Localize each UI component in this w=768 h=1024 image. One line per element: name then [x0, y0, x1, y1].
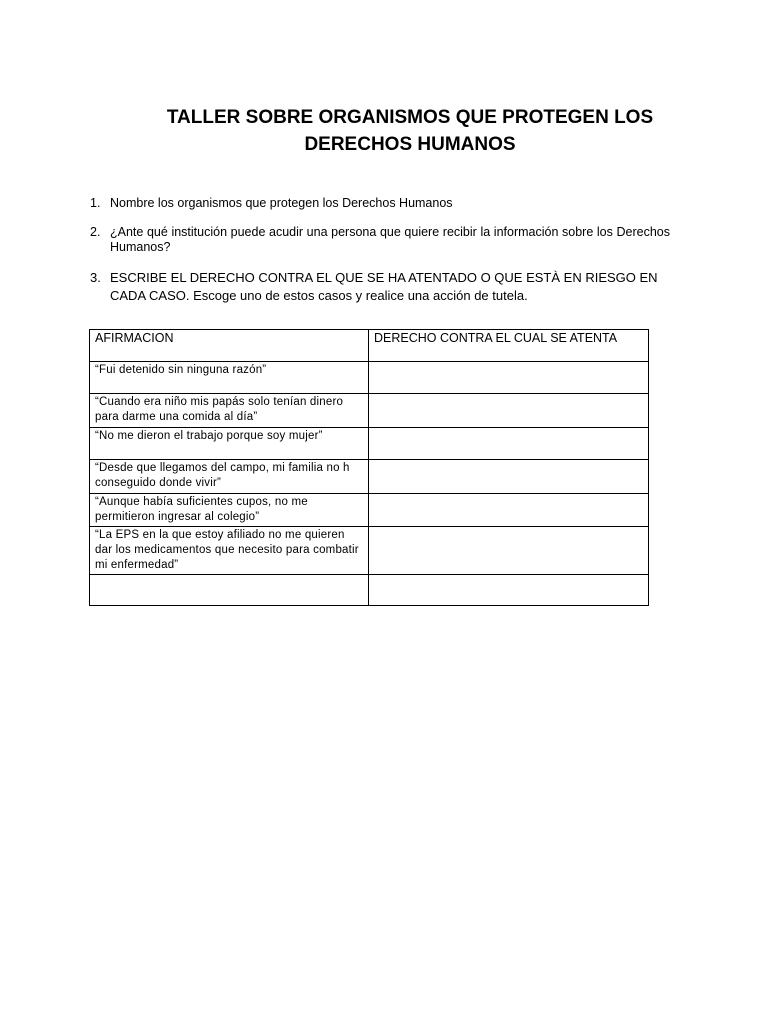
table-row [90, 494, 649, 527]
question-number: 2. [90, 225, 101, 239]
statement-cell: “No me dieron el trabajo porque soy mujer” [90, 428, 369, 460]
table-row [90, 394, 649, 428]
statement-cell: “La EPS en la que estoy afiliado no me quieren dar los medicamentos que necesito para combatir mi enfermedad” [90, 527, 369, 575]
statement-cell[interactable] [90, 575, 369, 606]
question-text: Nombre los organismos que protegen los Derechos Humanos [110, 196, 453, 210]
question-item [90, 269, 670, 305]
question-text: ESCRIBE EL DERECHO CONTRA EL QUE SE HA ATENTADO O QUE ESTÀ EN RIESGO EN CADA CASO. Escoge uno de estos casos y realice una acción de tutela. [110, 270, 658, 303]
column-header-right: DERECHO CONTRA EL CUAL SE ATENTA [369, 330, 649, 362]
title-line-2: DERECHOS HUMANOS [304, 134, 516, 155]
statement-cell: “Fui detenido sin ninguna razón” [90, 362, 369, 394]
table-row [90, 460, 649, 494]
question-item [90, 196, 670, 211]
answer-cell[interactable] [369, 494, 649, 527]
question-number: 3. [90, 270, 101, 285]
statement-line: conseguido donde vivir” [95, 477, 222, 489]
table-row [90, 527, 649, 575]
table-row [90, 362, 649, 394]
statement-line: “Desde que llegamos del campo, mi familia no h [95, 462, 350, 474]
column-header-statement: AFIRMACION [90, 330, 369, 362]
statement-cell: “Aunque había suficientes cupos, no me permitieron ingresar al colegio” [90, 494, 369, 527]
document-title [90, 104, 730, 158]
answer-cell[interactable] [369, 428, 649, 460]
answer-cell[interactable] [369, 394, 649, 428]
answer-cell[interactable] [369, 460, 649, 494]
statement-cell [90, 460, 369, 494]
table-header-row [90, 330, 649, 362]
answer-cell[interactable] [369, 575, 649, 606]
question-text: ¿Ante qué institución puede acudir una persona que quiere recibir la información sobre los Derechos Humanos? [110, 225, 670, 254]
table-row [90, 575, 649, 606]
rights-table [89, 329, 649, 606]
answer-cell[interactable] [369, 527, 649, 575]
title-line-1: TALLER SOBRE ORGANISMOS QUE PROTEGEN LOS [166, 107, 654, 128]
statement-cell: “Cuando era niño mis papás solo tenían dinero para darme una comida al día” [90, 394, 369, 428]
question-list [90, 196, 670, 305]
answer-cell[interactable] [369, 362, 649, 394]
table-row [90, 428, 649, 460]
question-number: 1. [90, 196, 101, 210]
question-item [90, 225, 670, 255]
